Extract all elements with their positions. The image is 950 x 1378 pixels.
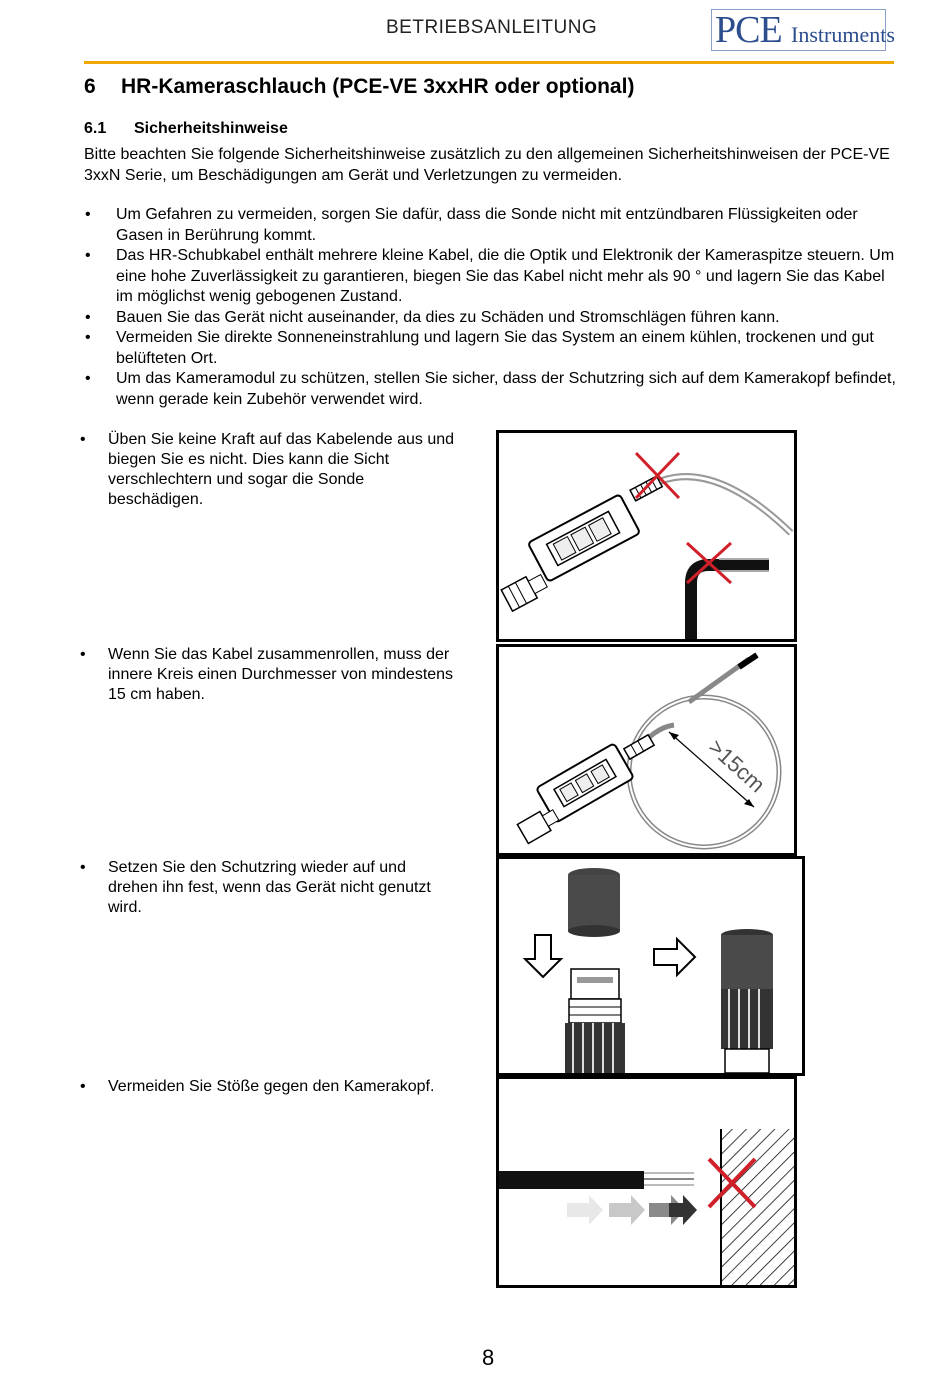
bullet-item: • Um das Kameramodul zu schützen, stellen Sie sicher, dass der Schutzring sich auf dem Kamerakopf befindet, wenn gerade kein Zubehör verwendet wird.	[84, 369, 904, 410]
bullet-item: • Das HR-Schubkabel enthält mehrere kleine Kabel, die die Optik und Elektronik der Kameraspitze steuern. Um eine hohe Zuverlässigkeit zu garantieren, biegen Sie das Kabel nicht mehr als 90 ° und lagern Sie das Kabel im möglichst wenig gebogenen Zustand.	[84, 246, 904, 308]
figure-bullet-text: • Vermeiden Sie Stöße gegen den Kamerakopf.	[80, 1077, 460, 1097]
section-heading	[84, 75, 634, 99]
diameter-label: >15cm	[703, 734, 770, 798]
company-logo	[711, 9, 895, 51]
subsection-title: Sicherheitshinweise	[134, 120, 288, 137]
coiled-cable-icon	[499, 647, 794, 853]
figure-coiled-cable	[496, 644, 797, 856]
bullet-item: • Bauen Sie das Gerät nicht auseinander, da dies zu Schäden und Stromschlägen führen kann.	[84, 308, 904, 329]
logo-main-text: PCE	[715, 9, 782, 51]
safety-bullet-list	[84, 205, 904, 410]
intro-paragraph: Bitte beachten Sie folgende Sicherheitshinweise zusätzlich zu den allgemeinen Sicherheitshinweisen der PCE-VE 3xxN Serie, um Beschädigungen am Gerät und Verletzungen zu vermeiden.	[84, 146, 890, 184]
section-number: 6	[84, 75, 96, 98]
header-rule	[84, 61, 894, 64]
figure-protective-ring	[496, 856, 805, 1076]
figure-impact-warning	[496, 1076, 797, 1288]
page-header-title: BETRIEBSANLEITUNG	[386, 17, 598, 38]
impact-warning-icon	[499, 1079, 794, 1285]
page-number: 8	[482, 1345, 495, 1370]
subsection-heading	[84, 120, 288, 138]
figure-bent-cable	[496, 430, 797, 642]
figure-bullet-text: • Üben Sie keine Kraft auf das Kabelende aus und biegen Sie es nicht. Dies kann die Sicht verschlechtern und sogar die Sonde beschädigen.	[80, 430, 460, 510]
logo-sub-text: Instruments	[791, 22, 895, 47]
figure-bullet-text: • Wenn Sie das Kabel zusammenrollen, muss der innere Kreis einen Durchmesser von mindestens 15 cm haben.	[80, 645, 460, 705]
bent-cable-warning-icon	[499, 433, 794, 639]
section-title: HR-Kameraschlauch (PCE-VE 3xxHR oder optional)	[121, 75, 635, 98]
protective-ring-icon	[499, 859, 802, 1073]
subsection-number: 6.1	[84, 120, 107, 137]
figure-bullet-text: • Setzen Sie den Schutzring wieder auf und drehen ihn fest, wenn das Gerät nicht genutzt wird.	[80, 858, 460, 918]
bullet-item: • Vermeiden Sie direkte Sonneneinstrahlung und lagern Sie das System an einem kühlen, trockenen und gut belüfteten Ort.	[84, 328, 904, 369]
bullet-item: • Um Gefahren zu vermeiden, sorgen Sie dafür, dass die Sonde nicht mit entzündbaren Flüssigkeiten oder Gasen in Berührung kommt.	[84, 205, 904, 246]
